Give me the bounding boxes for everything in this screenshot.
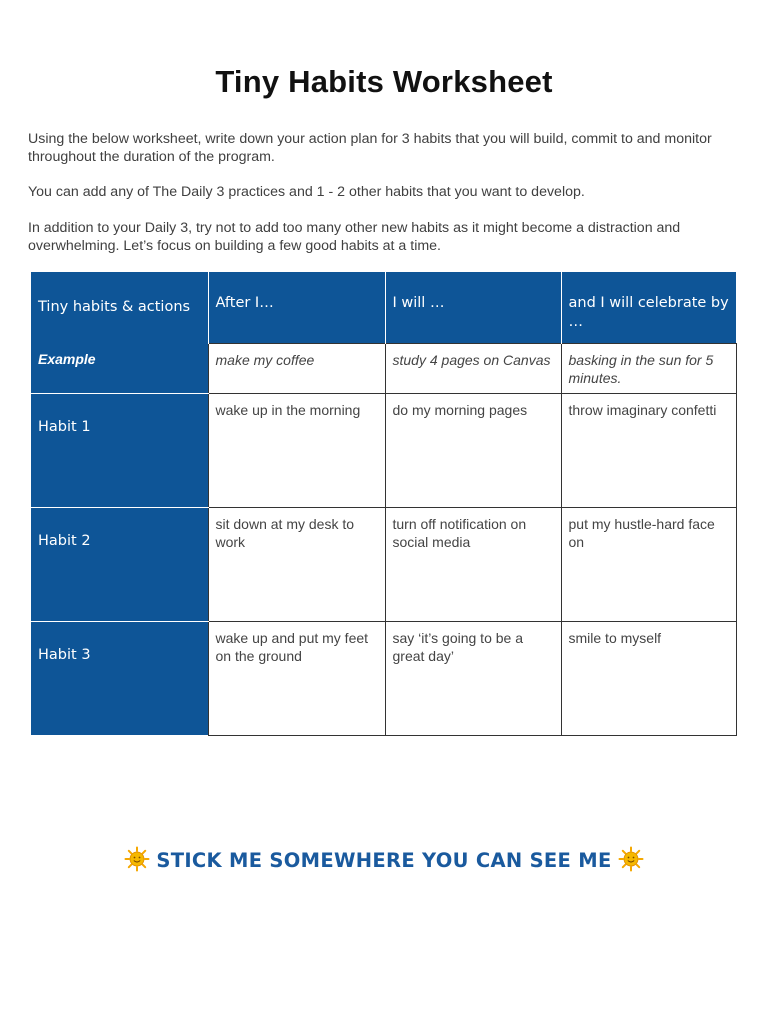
cell-after[interactable]: wake up in the morning: [208, 393, 385, 507]
sun-icon: [124, 846, 150, 872]
cell-celebrate[interactable]: smile to myself: [561, 621, 736, 735]
intro-paragraph-3: [28, 219, 740, 255]
intro-text-3: In addition to your Daily 3, try not to add too many other new habits as it might become a distraction and overwhelming. Let’s focus on building a few good habits at a time.: [28, 220, 681, 254]
table-row-habit-1: [31, 393, 736, 507]
cell-will[interactable]: study 4 pages on Canvas: [385, 343, 561, 393]
row-label: Habit 1: [31, 393, 208, 507]
table-header-row: [31, 272, 736, 343]
cell-after[interactable]: make my coffee: [208, 343, 385, 393]
page-title: Tiny Habits Worksheet: [215, 64, 553, 99]
intro-paragraph-2: [28, 183, 740, 201]
row-label: Example: [31, 343, 208, 393]
cell-after[interactable]: wake up and put my feet on the ground: [208, 621, 385, 735]
table-row-example: [31, 343, 736, 393]
footer-text: STICK ME SOMEWHERE YOU CAN SEE ME: [156, 849, 612, 872]
cell-will[interactable]: say ‘it’s going to be a great day’: [385, 621, 561, 735]
cell-after[interactable]: sit down at my desk to work: [208, 507, 385, 621]
header-celebrate: and I will celebrate by …: [561, 272, 736, 343]
cell-will[interactable]: turn off notification on social media: [385, 507, 561, 621]
cell-celebrate[interactable]: put my hustle-hard face on: [561, 507, 736, 621]
sun-icon: [618, 846, 644, 872]
header-i-will: I will …: [385, 272, 561, 343]
intro-paragraph-1: [28, 130, 740, 166]
intro-text-2: You can add any of The Daily 3 practices and 1 - 2 other habits that you want to develop.: [28, 184, 585, 200]
cell-will[interactable]: do my morning pages: [385, 393, 561, 507]
header-tiny-habits: Tiny habits & actions: [31, 272, 208, 343]
footer-banner: [0, 846, 768, 872]
intro-text-1: Using the below worksheet, write down your action plan for 3 habits that you will build, commit to and monitor throughout the duration of the program.: [28, 131, 712, 165]
habits-table: [31, 272, 737, 736]
cell-celebrate[interactable]: basking in the sun for 5 minutes.: [561, 343, 736, 393]
cell-celebrate[interactable]: throw imaginary confetti: [561, 393, 736, 507]
row-label: Habit 2: [31, 507, 208, 621]
header-after-i: After I…: [208, 272, 385, 343]
table-row-habit-2: [31, 507, 736, 621]
table-row-habit-3: [31, 621, 736, 735]
row-label: Habit 3: [31, 621, 208, 735]
